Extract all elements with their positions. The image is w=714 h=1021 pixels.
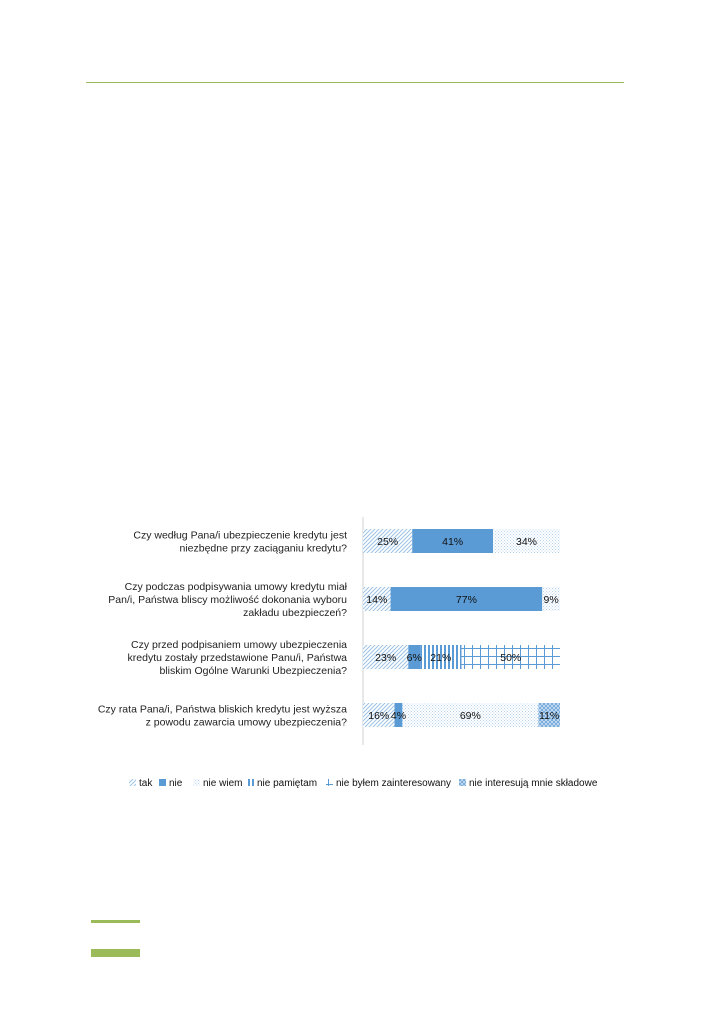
category-label: Czy podczas podpisywania umowy kredytu miał (124, 581, 347, 593)
data-label: 14% (366, 594, 388, 606)
data-label: 16% (368, 710, 390, 722)
category-label: Czy według Pana/i ubezpieczenie kredytu jest (133, 529, 347, 542)
labels-layer (98, 530, 559, 729)
data-label: 34% (516, 536, 538, 548)
legend-label: nie pamiętam (257, 778, 318, 789)
bars-layer (363, 529, 560, 727)
data-label: 23% (375, 652, 397, 664)
category-label: Czy przed podpisaniem umowy ubezpieczenia (131, 639, 347, 651)
legend-swatch (459, 779, 466, 786)
category-label: bliskim Ogólne Warunki Ubezpieczenia? (159, 665, 347, 677)
data-label: 4% (390, 710, 407, 722)
legend-swatch (129, 779, 136, 786)
footer-block (91, 949, 140, 957)
legend-swatch (159, 779, 166, 786)
legend-label: tak (139, 778, 153, 789)
legend-label: nie (169, 778, 183, 789)
legend-swatch (326, 779, 333, 786)
category-label: Pan/i, Państwa bliscy możliwość dokonania wyboru (108, 594, 347, 606)
category-label: niezbędne przy zaciąganiu kredytu? (179, 542, 347, 555)
data-label: 11% (539, 710, 560, 722)
legend-swatch (247, 779, 254, 786)
data-label: 41% (442, 536, 464, 548)
category-label: zakładu ubezpieczeń? (243, 607, 347, 619)
data-label: 9% (543, 594, 559, 606)
data-label: 69% (459, 710, 481, 722)
legend-swatch (193, 779, 200, 786)
data-label: 21% (430, 652, 452, 664)
data-label: 25% (377, 536, 399, 548)
category-label: Czy rata Pana/i, Państwa bliskich kredytu jest wyższa (97, 703, 347, 716)
data-label: 77% (455, 594, 477, 606)
category-label: kredytu zostały przedstawione Panu/i, Państwa (127, 652, 347, 664)
data-label: 6% (406, 652, 422, 664)
data-label: 50% (500, 652, 522, 664)
legend-label: nie byłem zainteresowany (336, 778, 452, 789)
footer-rule (91, 920, 140, 923)
legend (129, 778, 598, 789)
category-label: z powodu zawarcia umowy ubezpieczenia? (145, 716, 347, 729)
legend-label: nie interesują mnie składowe (469, 778, 598, 789)
legend-label: nie wiem (203, 778, 243, 789)
